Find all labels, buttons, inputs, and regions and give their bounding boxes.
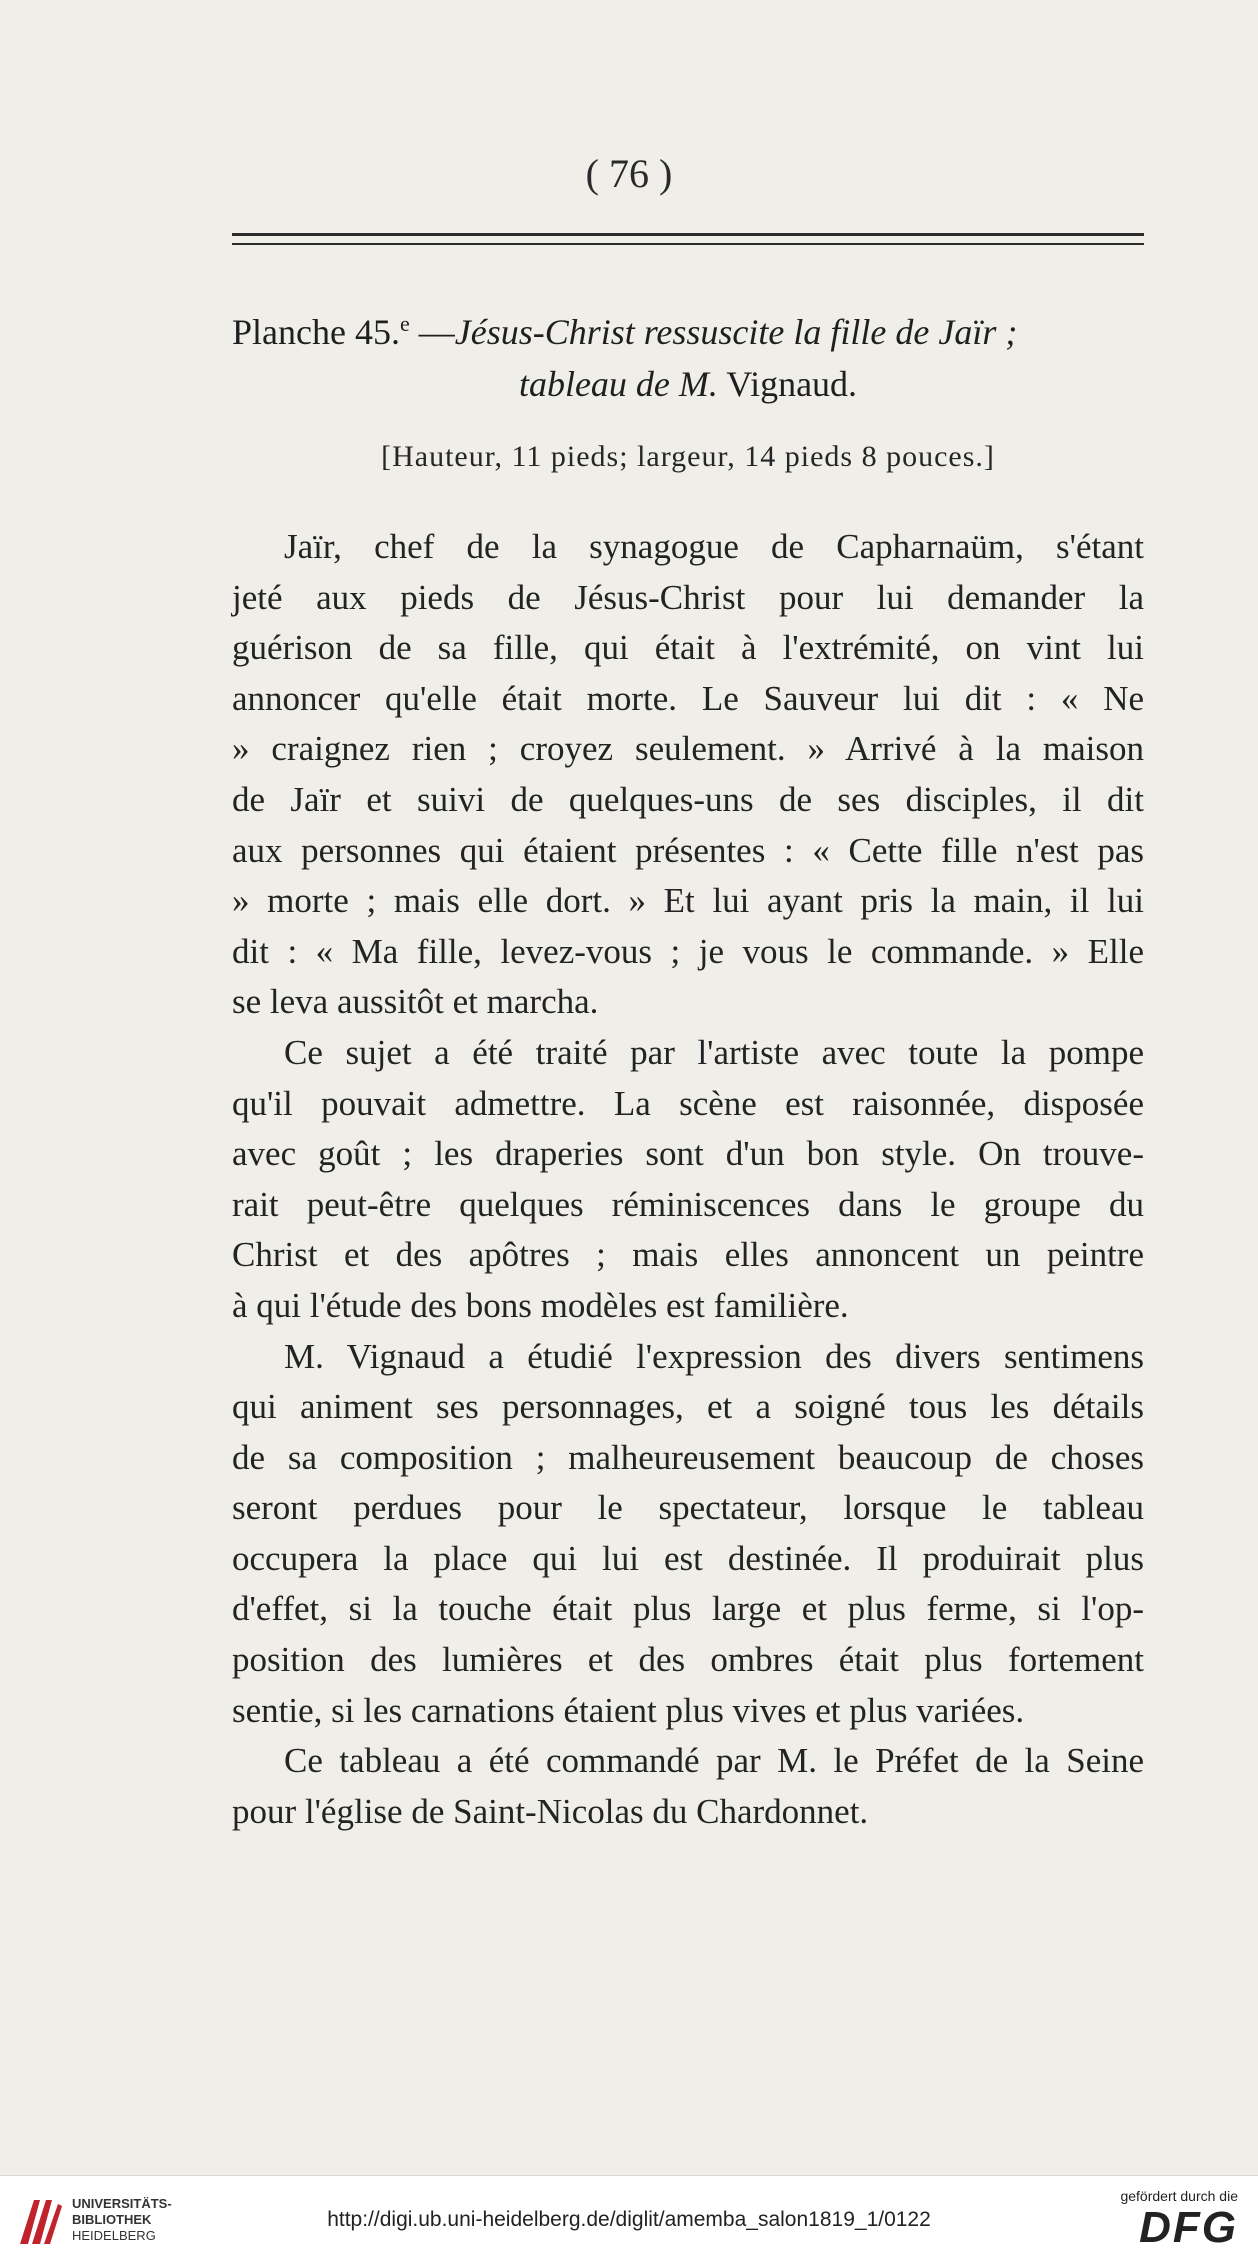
plate-title: [232, 298, 1144, 410]
text-line: se leva aussitôt et marcha.: [232, 982, 599, 1022]
plate-dash: —: [409, 312, 455, 352]
header-rule-thin: [232, 243, 1144, 245]
text-line: aux personnes qui étaient présentes : « Cette fille n'est pas: [232, 830, 1144, 870]
page-number: ( 76 ): [585, 151, 673, 196]
library-name-line-1: UNIVERSITÄTS-: [72, 2196, 172, 2211]
text-line: » craignez rien ; croyez seulement. » Arrivé à la maison: [232, 729, 1144, 769]
painting-dimensions: [Hauteur, 11 pieds; largeur, 14 pieds 8 pouces.]: [381, 440, 995, 473]
text-line: seront perdues pour le spectateur, lorsque le tableau: [232, 1488, 1144, 1528]
plate-number: Planche 45.: [232, 312, 400, 352]
painter-name: Vignaud.: [717, 364, 858, 404]
text-line: Jaïr, chef de la synagogue de Capharnaüm, s'étant: [284, 527, 1144, 566]
text-line: sentie, si les carnations étaient plus vives et plus variées.: [232, 1690, 1025, 1730]
plate-subject: Jésus-Christ ressuscite la fille de Jaïr ;: [454, 312, 1018, 352]
text-line: pour l'église de Saint-Nicolas du Chardonnet.: [232, 1791, 869, 1831]
text-line: position des lumières et des ombres était plus fortement: [232, 1640, 1144, 1680]
permalink-url[interactable]: http://digi.ub.uni-heidelberg.de/diglit/amemba_salon1819_1/0122: [327, 2208, 931, 2231]
text-line: de sa composition ; malheureusement beaucoup de choses: [232, 1437, 1144, 1477]
text-line: à qui l'étude des bons modèles est familière.: [232, 1285, 849, 1325]
plate-superscript: e: [399, 311, 410, 336]
text-line: M. Vignaud a étudié l'expression des divers sentimens: [284, 1336, 1144, 1376]
plate-attribution: tableau de M.: [518, 364, 718, 404]
plate-title-line-2: [232, 358, 1144, 410]
viewer-footer: [0, 2175, 1258, 2266]
text-line: Ce tableau a été commandé par M. le Préfet de la Seine: [284, 1741, 1144, 1781]
library-name-line-3: HEIDELBERG: [72, 2228, 156, 2243]
text-line: guérison de sa fille, qui était à l'extrémité, on vint lui: [232, 628, 1144, 668]
text-line: qu'il pouvait admettre. La scène est raisonnée, disposée: [232, 1083, 1144, 1123]
body-text: [232, 522, 1144, 1837]
text-line: qui animent ses personnages, et a soigné tous les détails: [232, 1387, 1144, 1427]
text-line: d'effet, si la touche était plus large et plus ferme, si l'op-: [232, 1589, 1144, 1629]
text-line: rait peut-être quelques réminiscences dans le groupe du: [232, 1184, 1144, 1224]
text-line: occupera la place qui lui est destinée. Il produirait plus: [232, 1538, 1144, 1578]
funder-label: gefördert durch die: [1120, 2188, 1238, 2204]
header-rule-thick: [232, 233, 1144, 236]
plate-title-line-1: [232, 298, 1144, 358]
text-line: de Jaïr et suivi de quelques-uns de ses disciples, il dit: [232, 779, 1144, 819]
text-line: annoncer qu'elle était morte. Le Sauveur lui dit : « Ne: [232, 678, 1144, 718]
library-name-line-2: BIBLIOTHEK: [72, 2212, 152, 2227]
dfg-logo: DFG: [1139, 2203, 1238, 2252]
text-line: Christ et des apôtres ; mais elles annoncent un peintre: [232, 1235, 1144, 1275]
text-line: » morte ; mais elle dort. » Et lui ayant pris la main, il lui: [232, 881, 1144, 921]
text-line: avec goût ; les draperies sont d'un bon style. On trouve-: [232, 1134, 1144, 1174]
text-line: dit : « Ma fille, levez-vous ; je vous le commande. » Elle: [232, 931, 1144, 971]
text-line: Ce sujet a été traité par l'artiste avec toute la pompe: [284, 1032, 1144, 1072]
text-line: jeté aux pieds de Jésus-Christ pour lui demander la: [232, 577, 1144, 617]
funder-credit: [1120, 2188, 1238, 2252]
